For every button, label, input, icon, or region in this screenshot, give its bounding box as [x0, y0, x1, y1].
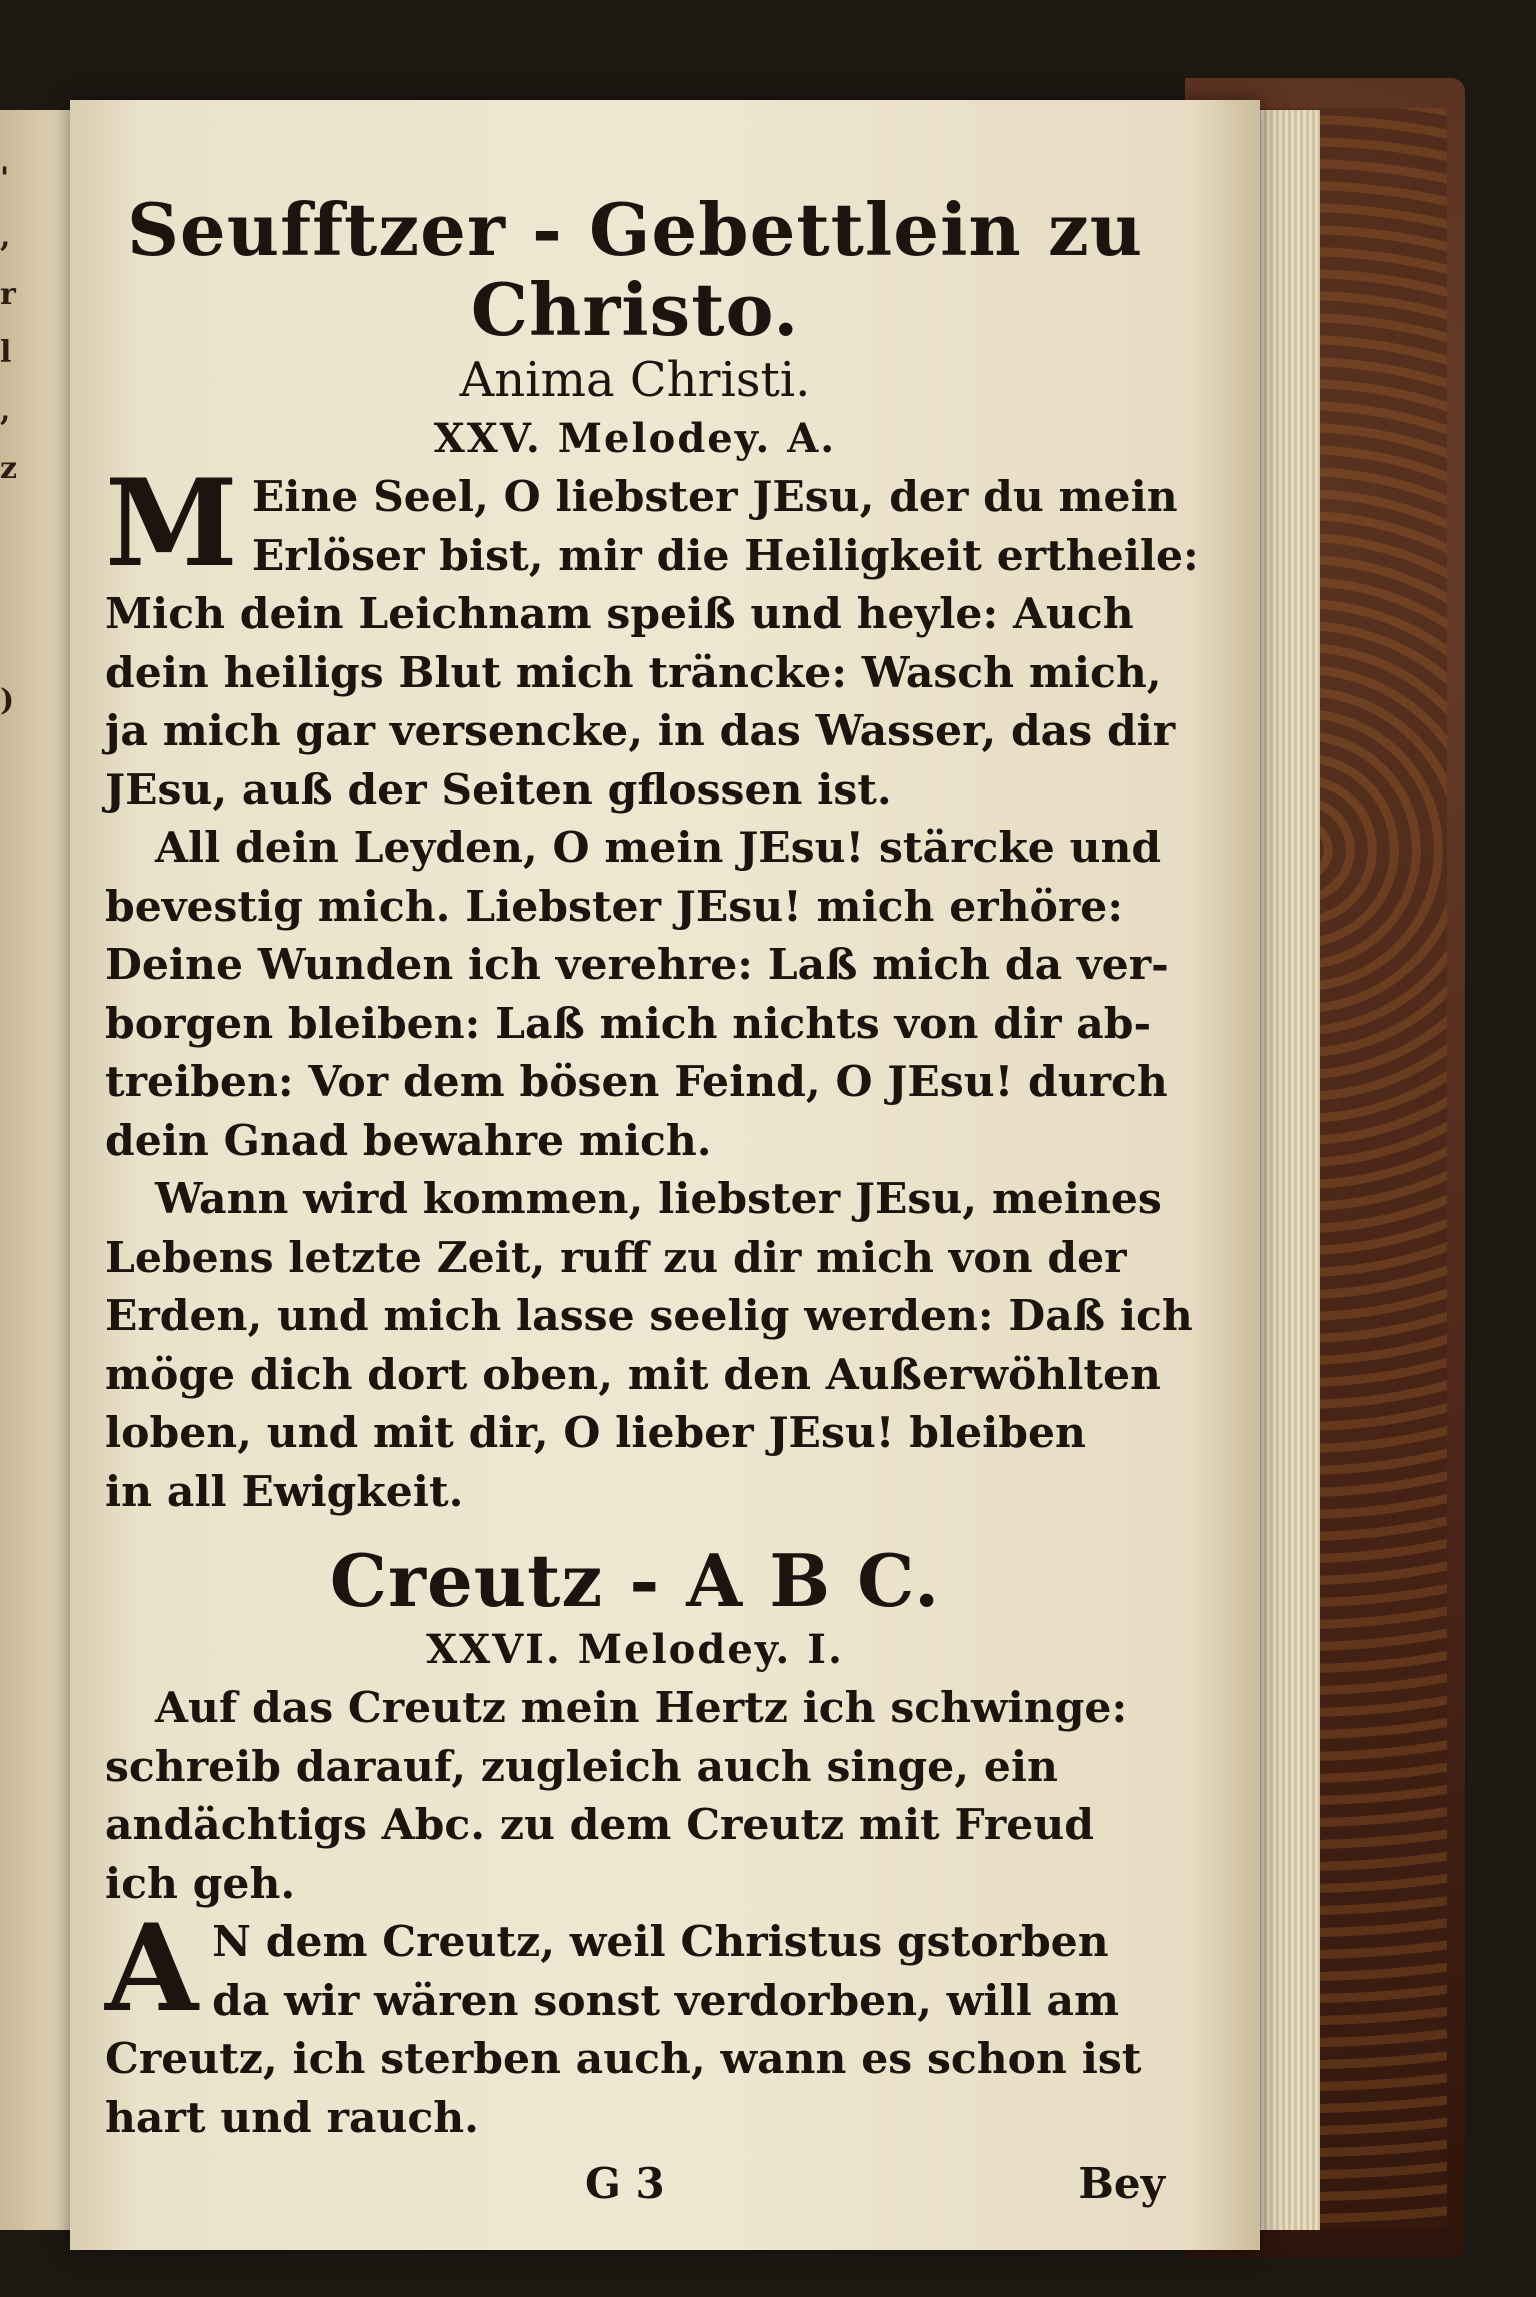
- left-fragment-glyph: [0, 904, 20, 962]
- text-line: bevestig mich. Liebster JEsu! mich erhöre:: [105, 881, 1124, 932]
- text-line: Lebens letzte Zeit, ruff zu dir mich von der: [105, 1232, 1127, 1283]
- text-line: Erlöser bist, mir die Heiligkeit ertheile:: [251, 530, 1199, 581]
- left-fragment-glyph: [0, 498, 20, 556]
- catchword: Bey: [1078, 2159, 1165, 2208]
- heading-2-melody: XXVI. Melodey. I.: [426, 1626, 844, 1673]
- page-footer: [105, 2159, 1165, 2219]
- text-line: Erden, und mich lasse seelig werden: Daß ich: [105, 1291, 1193, 1341]
- text-line: andächtigs Abc. zu dem Creutz mit Freud: [105, 1800, 1094, 1850]
- heading-1-subtitle: Anima Christi.: [459, 352, 811, 408]
- signature-mark: G 3: [585, 2159, 665, 2208]
- text-line: All dein Leyden, O mein JEsu! stärcke und: [155, 823, 1162, 873]
- drop-cap-1: M: [105, 453, 238, 594]
- text-line: dein heiligs Blut mich träncke: Wasch mich,: [105, 647, 1162, 698]
- text-line: treiben: Vor dem bösen Feind, O JEsu! durch: [105, 1057, 1168, 1107]
- text-line: JEsu, auß der Seiten gflossen ist.: [105, 764, 892, 815]
- left-fragment-glyph: [0, 846, 20, 904]
- text-line: Deine Wunden ich verehre: Laß mich da ver-: [105, 940, 1169, 990]
- text-line: Auf das Creutz mein Hertz ich schwinge:: [155, 1683, 1128, 1733]
- paragraph-5: [105, 1898, 1165, 2147]
- text-line: loben, und mit dir, O lieber JEsu! bleiben: [105, 1408, 1086, 1458]
- heading-1-melody: XXV. Melodey. A.: [433, 415, 837, 462]
- left-page-fragments: [0, 150, 20, 1020]
- text-line: ja mich gar versencke, in das Wasser, das dir: [105, 706, 1176, 756]
- text-line: dein Gnad bewahre mich.: [105, 1115, 712, 1166]
- text-line: N dem Creutz, weil Christus gstorben: [212, 1917, 1109, 1967]
- heading-1-title: Seufftzer - Gebettlein zu Christo.: [126, 187, 1144, 352]
- text-line: in all Ewigkeit.: [105, 1466, 464, 1517]
- paragraph-4: [105, 1679, 1165, 1913]
- text-line: borgen bleiben: Laß mich nichts von dir ab-: [105, 998, 1152, 1049]
- heading-2-title: Creutz - A B C.: [329, 1538, 941, 1623]
- left-fragment-glyph: ': [0, 161, 10, 196]
- text-line: Eine Seel, O liebster JEsu, der du mein: [251, 472, 1178, 522]
- left-fragment-glyph: [0, 556, 20, 614]
- left-fragment-glyph: [0, 788, 20, 846]
- left-fragment-glyph: [0, 614, 20, 672]
- text-line: da wir wären sonst verdorben, will am: [212, 1975, 1120, 2026]
- left-fragment-glyph: l: [0, 335, 12, 370]
- drop-cap-2: A: [105, 1898, 199, 2039]
- page-text: [105, 187, 1199, 2219]
- left-fragment-glyph: r: [0, 277, 16, 312]
- left-fragment-glyph: ): [0, 683, 15, 718]
- left-fragment-glyph: ,: [0, 219, 11, 254]
- text-line: Creutz, ich sterben auch, wann es schon ist: [105, 2034, 1142, 2084]
- text-line: Wann wird kommen, liebster JEsu, meines: [155, 1174, 1162, 1224]
- left-fragment-glyph: [0, 730, 20, 788]
- text-line: schreib darauf, zugleich auch singe, ein: [105, 1741, 1058, 1792]
- paragraph-1: [105, 453, 1199, 819]
- text-line: hart und rauch.: [105, 2092, 479, 2143]
- paragraph-3: [105, 1170, 1193, 1521]
- left-fragment-glyph: [0, 962, 20, 1020]
- text-line: möge dich dort oben, mit den Außerwöhlten: [105, 1349, 1161, 1400]
- paragraph-2: [105, 819, 1169, 1170]
- text-line: Mich dein Leichnam speiß und heyle: Auch: [105, 589, 1134, 639]
- left-fragment-glyph: z: [0, 451, 18, 486]
- book-page: [70, 100, 1260, 2250]
- text-line: ich geh.: [105, 1858, 296, 1909]
- left-fragment-glyph: ,: [0, 393, 11, 428]
